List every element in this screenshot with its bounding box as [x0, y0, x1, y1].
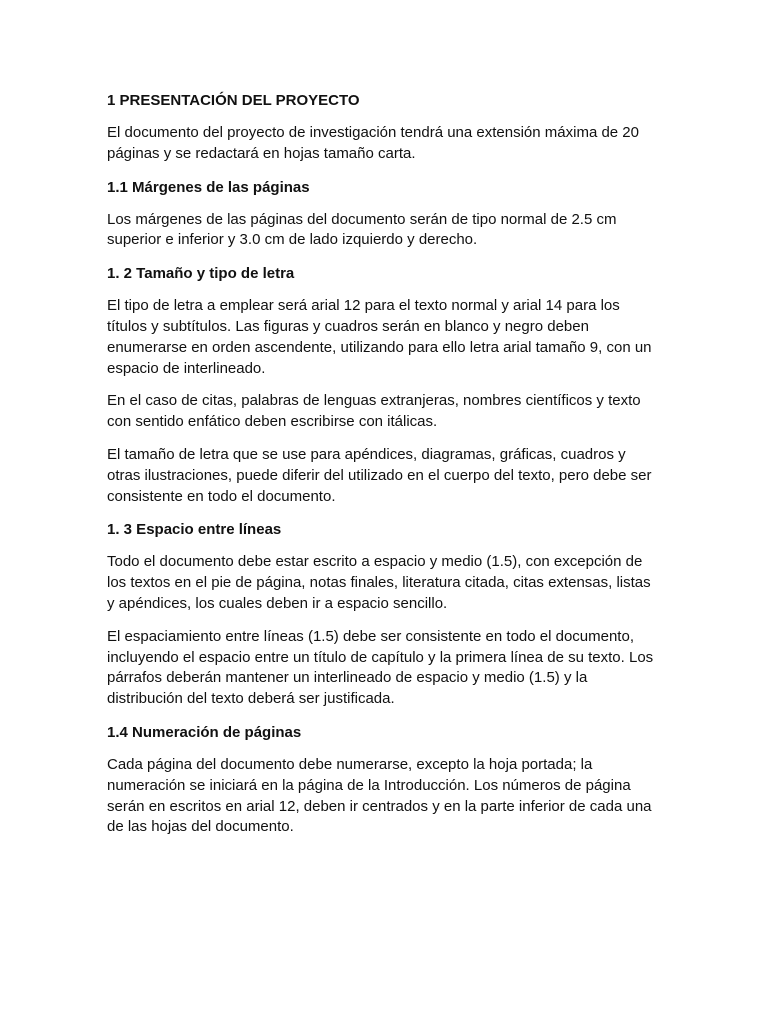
section-heading: 1 PRESENTACIÓN DEL PROYECTO [107, 92, 360, 109]
text-line: incluyendo el espacio entre un título de capítulo y la primera línea de su texto. Los [107, 648, 654, 666]
text-line: y apéndices, los cuales deben ir a espacio sencillo. [107, 594, 448, 612]
text-line: títulos y subtítulos. Las figuras y cuadros serán en blanco y negro deben [107, 317, 589, 335]
text-line: distribución del texto deberá ser justificada. [107, 690, 395, 708]
text-line: los textos en el pie de página, notas finales, literatura citada, citas extensas, listas [107, 574, 651, 592]
text-line: con sentido enfático deben escribirse con itálicas. [107, 413, 438, 431]
paragraph [107, 210, 667, 252]
section-heading: 1. 2 Tamaño y tipo de letra [107, 265, 295, 283]
paragraph [107, 123, 667, 165]
text-line: enumerarse en orden ascendente, utilizando para ello letra arial tamaño 9, con un [107, 338, 652, 356]
document-page [107, 90, 667, 850]
text-line: superior e inferior y 3.0 cm de lado izquierdo y derecho. [107, 231, 478, 249]
section-heading: 1. 3 Espacio entre líneas [107, 521, 282, 539]
text-line: serán en escritos en arial 12, deben ir centrados y en la parte inferior de cada una [107, 797, 652, 815]
text-line: El documento del proyecto de investigación tendrá una extensión máxima de 20 [107, 124, 639, 141]
text-line: de las hojas del documento. [107, 818, 294, 836]
text-line: consistente en todo el documento. [107, 487, 336, 505]
paragraph [107, 627, 667, 710]
text-line: Los márgenes de las páginas del documento serán de tipo normal de 2.5 cm [107, 210, 617, 228]
text-line: Todo el documento debe estar escrito a espacio y medio (1.5), con excepción de [107, 553, 643, 571]
section-heading: 1.1 Márgenes de las páginas [107, 178, 310, 196]
text-line: El tipo de letra a emplear será arial 12 para el texto normal y arial 14 para los [107, 297, 620, 315]
text-line: El tamaño de letra que se use para apéndices, diagramas, gráficas, cuadros y [107, 445, 626, 463]
paragraph [107, 445, 667, 507]
paragraph [107, 296, 667, 379]
text-line: numeración se iniciará en la página de la Introducción. Los números de página [107, 776, 631, 794]
text-line: El espaciamiento entre líneas (1.5) debe ser consistente en todo el documento, [107, 627, 634, 645]
text-line: páginas y se redactará en hojas tamaño carta. [107, 144, 416, 162]
text-line: espacio de interlineado. [107, 359, 266, 377]
paragraph [107, 755, 667, 838]
text-line: otras ilustraciones, puede diferir del utilizado en el cuerpo del texto, pero debe ser [107, 466, 652, 484]
section-heading: 1.4 Numeración de páginas [107, 723, 302, 741]
text-line: Cada página del documento debe numerarse, excepto la hoja portada; la [107, 755, 593, 773]
text-line: párrafos deberán mantener un interlineado de espacio y medio (1.5) y la [107, 669, 588, 687]
text-line: En el caso de citas, palabras de lenguas extranjeras, nombres científicos y texto [107, 392, 641, 410]
paragraph [107, 552, 667, 614]
paragraph [107, 391, 667, 433]
